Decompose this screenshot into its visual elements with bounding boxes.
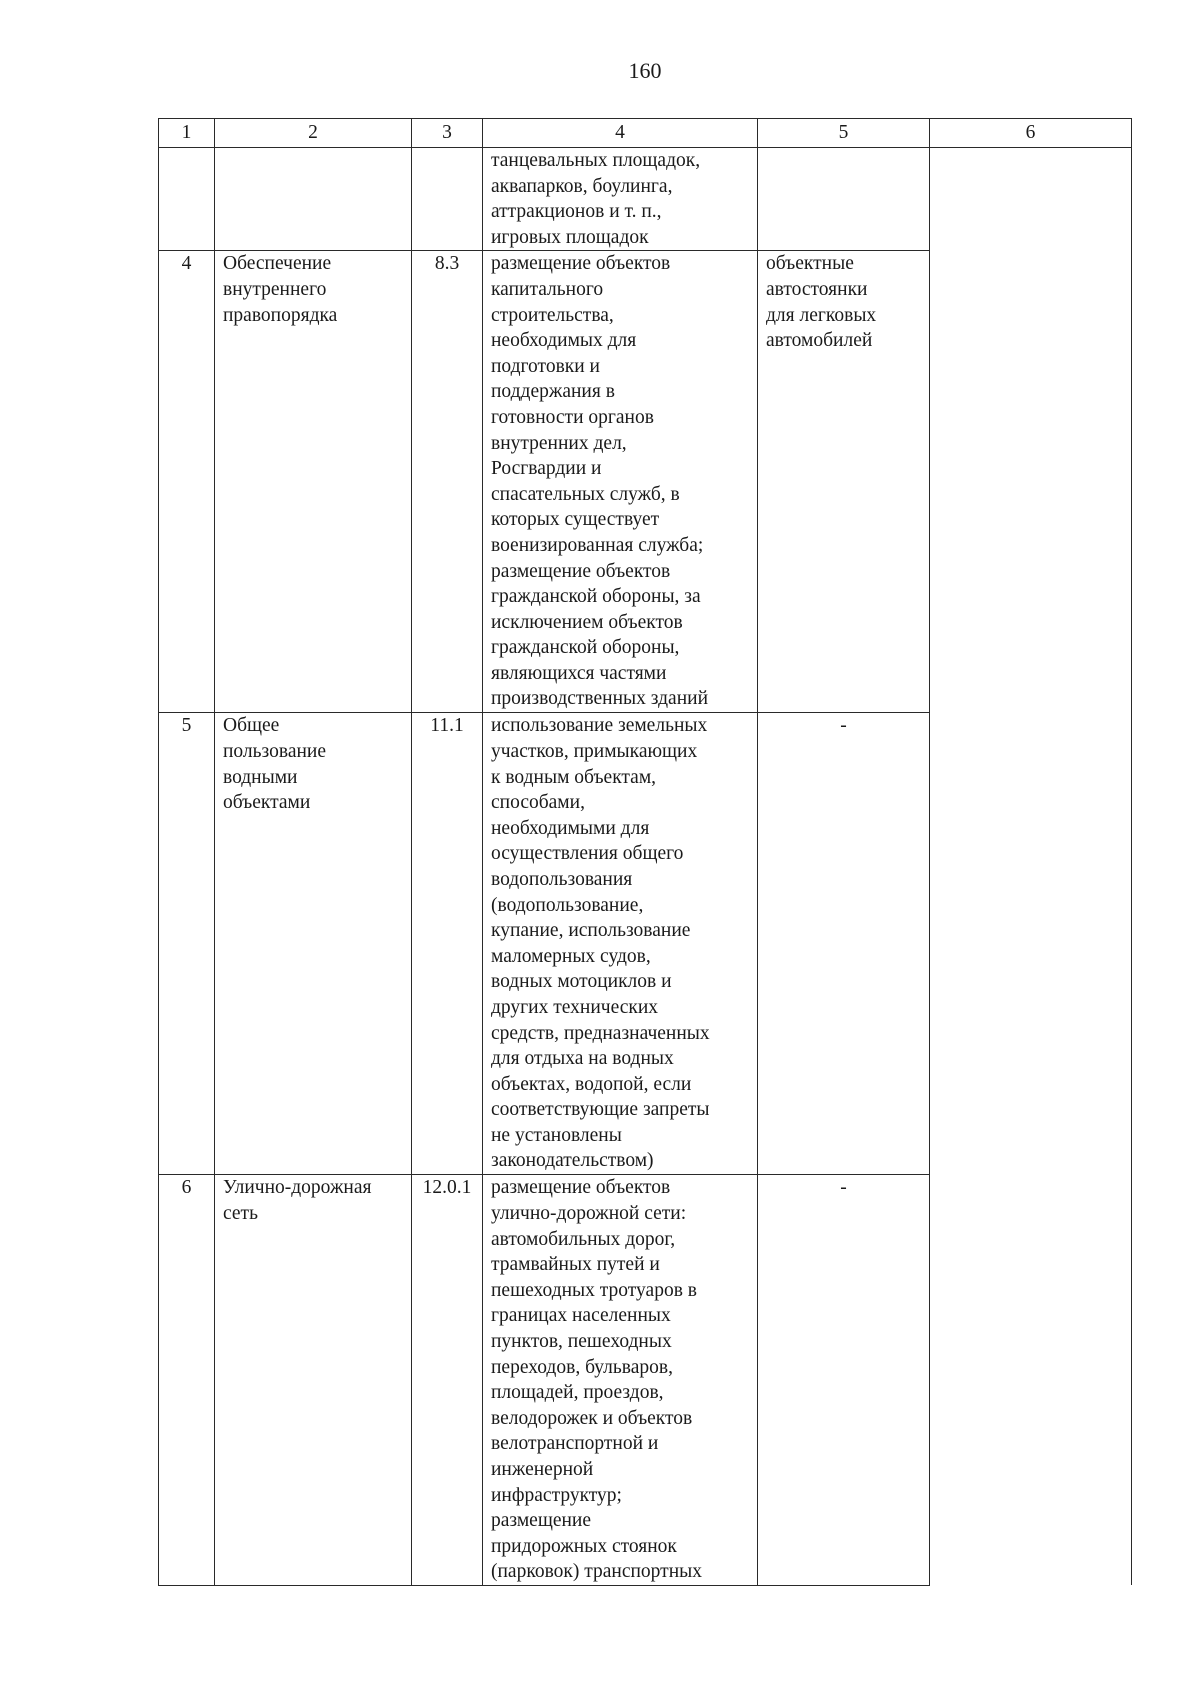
row-col5-cell: - — [758, 713, 930, 1175]
row-name-cell: Улично-дорожная сеть — [215, 1175, 412, 1586]
table-row — [159, 148, 1132, 251]
page-number: 160 — [628, 58, 662, 83]
row-col5-cell: объектные автостоянки для легковых автомобилей — [758, 251, 930, 713]
row-number-cell — [159, 148, 215, 251]
row-name-cell: Обеспечение внутреннего правопорядка — [215, 251, 412, 713]
row-code-cell: 11.1 — [412, 713, 483, 1175]
row-code-cell: 8.3 — [412, 251, 483, 713]
table-header-row — [159, 119, 1132, 148]
header-cell-2: 2 — [215, 119, 412, 148]
header-cell-1: 1 — [159, 119, 215, 148]
row-name-cell: Общее пользование водными объектами — [215, 713, 412, 1175]
row-col6-cell — [930, 148, 1132, 1586]
header-cell-4: 4 — [483, 119, 758, 148]
row-number-cell: 4 — [159, 251, 215, 713]
header-cell-3: 3 — [412, 119, 483, 148]
row-description-cell: размещение объектов улично-дорожной сети: автомобильных дорог, трамвайных путей и пешеходных тротуаров в границах населенных пунктов, пешеходных переходов, бульваров, площадей, проездов, велодорожек и объектов велотранспортной и инженерной инфраструктур; размещение придорожных стоянок (парковок) транспортных — [483, 1175, 758, 1586]
row-name-cell — [215, 148, 412, 251]
row-number-cell: 5 — [159, 713, 215, 1175]
row-code-cell — [412, 148, 483, 251]
row-code-cell: 12.0.1 — [412, 1175, 483, 1586]
header-cell-5: 5 — [758, 119, 930, 148]
row-description-cell: использование земельных участков, примыкающих к водным объектам, способами, необходимыми для осуществления общего водопользования (водопользование, купание, использование маломерных судов, водных мотоциклов и других технических средств, предназначенных для отдыха на водных объектах, водопой, если соответствующие запреты не установлены законодательством) — [483, 713, 758, 1175]
row-col5-cell — [758, 148, 930, 251]
row-description-cell: размещение объектов капитального строительства, необходимых для подготовки и поддержания в готовности органов внутренних дел, Росгвардии и спасательных служб, в которых существует военизированная служба; размещение объектов гражданской обороны, за исключением объектов гражданской обороны, являющихся частями производственных зданий — [483, 251, 758, 713]
regulations-table — [158, 118, 1132, 1586]
row-number-cell: 6 — [159, 1175, 215, 1586]
header-cell-6: 6 — [930, 119, 1132, 148]
row-col5-cell: - — [758, 1175, 930, 1586]
row-description-cell: танцевальных площадок, аквапарков, боулинга, аттракционов и т. п., игровых площадок — [483, 148, 758, 251]
